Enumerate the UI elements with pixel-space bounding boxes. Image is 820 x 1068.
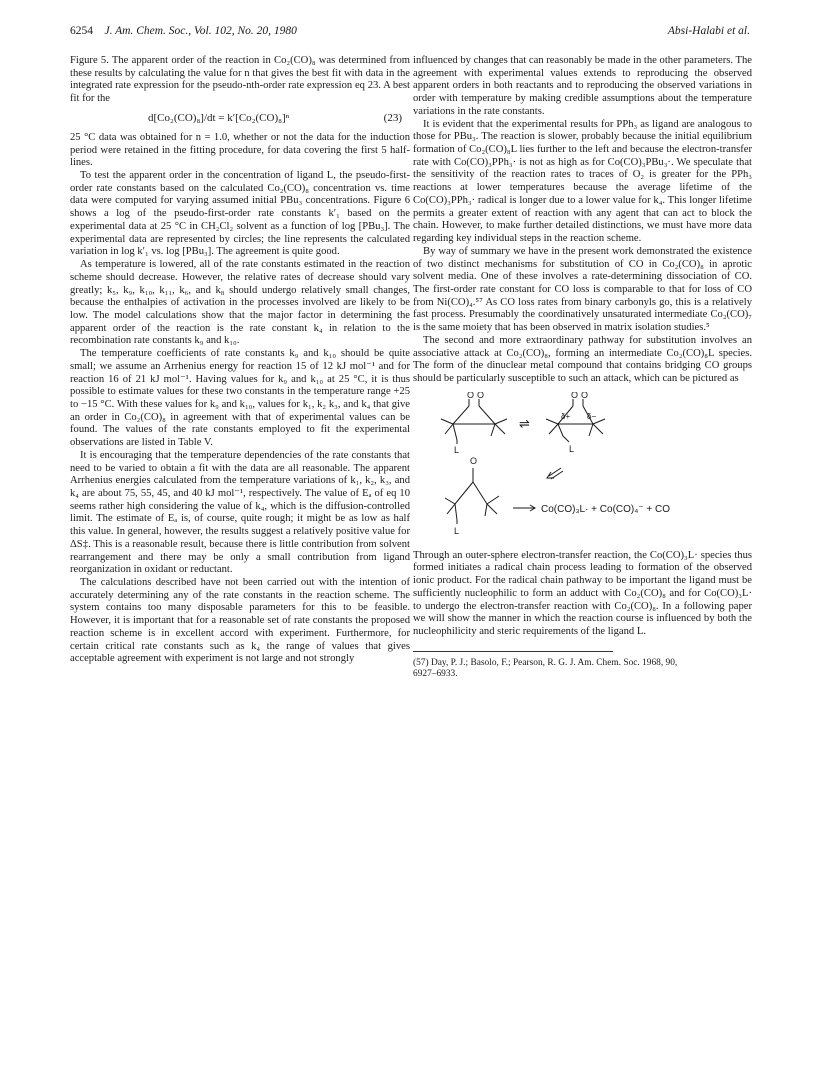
running-header bbox=[70, 25, 750, 41]
header-left bbox=[70, 25, 297, 37]
oxygen-label: O bbox=[467, 391, 475, 400]
paragraph: 25 °C data was obtained for n = 1.0, whether or not the data for the induction period were retained in the fitting procedure, for data covering the first 5 half-lines. bbox=[70, 131, 410, 169]
paragraph: To test the apparent order in the concentration of ligand L, the pseudo-first-order rate constants based on the calculated Co₂(CO)₈ concentration vs. time data were computed for varying assumed initial PBu₃ concentrations. Figure 6 shows a log of the pseudo-first-order rate constants k′₁ based on the experimental data at 25 °C in CH₂Cl₂ solvent as a function of log [PBu₃]. The experimental data are represented by circles; the line represents the calculated variation in log k′₁ vs. log [PBu₃]. The agreement is quite good. bbox=[70, 170, 410, 258]
equation-number: (23) bbox=[383, 111, 402, 124]
equation-expression: d[Co₂(CO)₈]/dt = k′[Co₂(CO)₈]ⁿ bbox=[148, 111, 290, 124]
bridge-bond bbox=[453, 406, 469, 424]
paragraph: By way of summary we have in the present work demonstrated the existence of two distinct mechanisms for substitution of CO in Co₂(CO)₈ in aprotic solvent media. One of these involves a rate-determining dissociation of CO. The first-order rate constant for CO loss is comparable to that for loss of CO from Ni(CO)₄.⁵⁷ As CO loss rates from binary carbonyls go, this is a relatively fast process. Presumably the coordinatively unsaturated intermediate Co₂(CO)₇ is the same moiety that has been observed in matrix isolation studies.⁵ bbox=[413, 245, 752, 334]
equilibrium-arrow: ⇌ bbox=[519, 415, 530, 431]
terminal-co bbox=[445, 498, 455, 504]
left-column bbox=[70, 55, 410, 666]
terminal-co bbox=[546, 419, 558, 424]
open-intermediate bbox=[445, 468, 499, 524]
ligand-label: L bbox=[454, 444, 460, 455]
delta-minus-label: δ− bbox=[587, 411, 597, 421]
terminal-co bbox=[447, 504, 455, 514]
author-running-head: Absi-Halabi et al. bbox=[667, 25, 750, 37]
reaction-scheme bbox=[413, 392, 752, 542]
paragraph: Through an outer-sphere electron-transfer reaction, the Co(CO)₃L· species thus formed initiates a radical chain process leading to formation of the observed ionic product. For the radical chain pathway to be important the ligand must be sufficiently nucleophilic to form an adduct with Co₂(CO)₈ and for Co(CO)₃L· to undergo the electron-transfer reaction with Co₂(CO)₈. In a following paper we will show the manner in which the reaction course is influenced by both the nucleophilicity and steric requirements of the ligand L. bbox=[413, 549, 752, 637]
ligand-label: L bbox=[454, 525, 460, 536]
reaction-arrow bbox=[513, 505, 535, 511]
page-number: 6254 bbox=[70, 25, 93, 37]
delta-plus-label: δ+ bbox=[561, 411, 571, 421]
reaction-products: Co(CO)₃L· + Co(CO)₄⁻ + CO bbox=[541, 503, 671, 515]
slanted-arrow bbox=[547, 468, 563, 479]
terminal-co bbox=[455, 504, 457, 520]
journal-citation: J. Am. Chem. Soc., Vol. 102, No. 20, 1980 bbox=[104, 25, 297, 37]
terminal-co bbox=[495, 419, 507, 424]
terminal-co bbox=[558, 424, 563, 436]
paragraph: The second and more extraordinary pathway for substitution involves an associative attack at Co₂(CO)₈, forming an intermediate Co₂(CO)₈L species. The form of the dinuclear metal compound that contains bridging CO groups should be particularly susceptible to such an attack, which can be pictured as bbox=[413, 334, 752, 384]
oxygen-label: O bbox=[470, 455, 478, 466]
ligand-bond bbox=[563, 436, 569, 442]
bridge-bond bbox=[479, 406, 495, 424]
paragraph: The calculations described have not been carried out with the intention of accurately determining any of the rate constants in the reaction scheme. The system contains too many disposable parameters for this to be feasible. However, it is important that for a reasonable set of rate constants the proposed reaction scheme is in excellent accord with experiment. Furthermore, for certain critical rate constants such as k₄ the range of values that gives acceptable agreement with experiment is not large and not strongly bbox=[70, 577, 410, 665]
terminal-co bbox=[491, 424, 495, 436]
paragraph: It is encouraging that the temperature dependencies of the rate constants that need to be varied to obtain a fit with the data are all reasonable. The apparent Arrhenius energies calculated from the temperature variations of k₁, k₂, k₃, and k₄ are about 75, 55, 45, and 40 kJ mol⁻¹, respectively. The value of Eₐ of eq 10 seems rather high considering the value of k₄, which is the diffusion-controlled limit. The estimate of Eₐ is, of course, quite rough; it might be as low as half this value. In general, however, the results suggest a relatively positive value for ΔS‡. This is a reasonable result, because there is little contribution from solvent rearrangement and there may be only a small contribution from ligand reorganization in oxidant or reductant. bbox=[70, 449, 410, 576]
co-bond bbox=[455, 482, 473, 504]
footnote-line: (57) Day, P. J.; Basolo, F.; Pearson, R. G. J. Am. Chem. Soc. 1968, 90, bbox=[413, 657, 678, 668]
terminal-co bbox=[487, 496, 499, 504]
terminal-co bbox=[495, 424, 505, 434]
footnote-line: 6927–6933. bbox=[413, 669, 458, 680]
paragraph: influenced by changes that can reasonably be made in the other parameters. The agreement with experimental values extends to reproducing the observed apparent orders in both reactants and to reproducing the observed variations in order with temperature by making credible assumptions about the temperature variations in the rate constants. bbox=[413, 55, 752, 117]
oxygen-label: O bbox=[571, 391, 579, 400]
terminal-co bbox=[441, 419, 453, 424]
terminal-co bbox=[549, 424, 558, 434]
paragraph: It is evident that the experimental results for PPh₃ as ligand are analogous to those for PBu₃. The reaction is slower, probably because the initial equilibrium formation of Co₂(CO)₈L lies further to the left and because the electron-transfer rate with Co(CO)₃PPh₃· is not as high as for Co(CO)₃PBu₃·. We speculate that the sensitivity of the reaction rates to traces of O₂ is greater for the PPh₃ reactions at lower temperatures because the average lifetime of the Co(CO)₃PPh₃· radical is longer due to a lower value for k₄. This longer lifetime permits a greater extent of reaction with any agent that can act to block the chain. However, to make further detailed distinctions, we must have more data regarding key individual steps in the reaction scheme. bbox=[413, 118, 752, 245]
equation-23 bbox=[70, 108, 410, 130]
right-column bbox=[413, 55, 752, 681]
terminal-co bbox=[485, 504, 487, 516]
footnote-rule bbox=[413, 651, 613, 652]
bridged-dimer-left bbox=[441, 399, 507, 444]
polarized-intermediate bbox=[546, 399, 605, 442]
paragraph: The temperature coefficients of rate constants k₉ and k₁₀ should be quite small; we assume an Arrhenius energy for reaction 15 of 12 kJ mol⁻¹ and for reaction 16 of 21 kJ mol⁻¹. Having values for k₉ and k₁₀ at 25 °C, it is thus possible to estimate values for these two constants in the temperature range +25 to −15 °C. With these values for k₉ and k₁₀, values for k₁, k₂ k₃, and k₄ that give an order in Co₂(CO)₈ in agreement with that of experimental values can be found. The values of the rate constants employed to fit the experimental observations are listed in Table V. bbox=[70, 348, 410, 449]
terminal-co bbox=[487, 504, 497, 514]
oxygen-label: O bbox=[477, 391, 485, 400]
footnote-57 bbox=[413, 658, 752, 681]
terminal-co bbox=[593, 424, 603, 434]
terminal-co bbox=[589, 424, 593, 436]
paragraph: As temperature is lowered, all of the rate constants estimated in the reaction scheme should decrease. However, the relative rates of decrease should vary greatly; k₅, k₉, k₁₀, k₁₁, k₆, and k₈ should undergo relatively small changes, because the enthalpies of activation in the processes involved are likely to be low. The model calculations show that the major factor in determining the apparent order of the reaction is the rate constant k₄ in relation to the recombination rate constants k₉ and k₁₀. bbox=[70, 259, 410, 347]
reaction-scheme-drawing bbox=[413, 392, 752, 542]
terminal-co bbox=[453, 424, 457, 440]
paragraph: Figure 5. The apparent order of the reaction in Co₂(CO)₈ was determined from these results by calculating the value for n that gives the best fit with data in the integrated rate expression for the pseudo-nth-order rate expression eq 23. A best fit for the bbox=[70, 55, 410, 105]
terminal-co bbox=[445, 424, 453, 434]
co-bond bbox=[473, 482, 487, 504]
oxygen-label: O bbox=[581, 391, 589, 400]
ligand-label: L bbox=[569, 443, 575, 454]
